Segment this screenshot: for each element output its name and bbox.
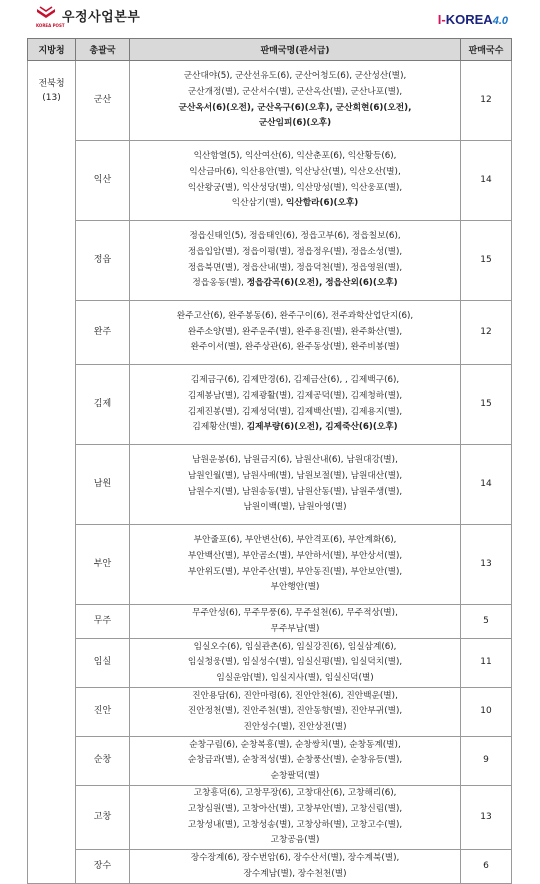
sales-offices-cell: [130, 221, 461, 301]
office-list-segment: 장수계남(별), 장수천천(별): [243, 868, 347, 879]
office-list-segment: 장수장계(6), 장수번암(6), 장수산서(별), 장수계북(별),: [190, 852, 400, 863]
office-list-segment: 무주안성(6), 무주무풍(6), 무주설천(6), 무주적상(별),: [192, 607, 398, 618]
office-list-segment: 완주이서(별), 완주상관(6), 완주동상(별), 완주비봉(별): [190, 342, 400, 353]
office-list-segment: 군산개정(별), 군산서수(별), 군산옥산(별), 군산나포(별),: [187, 86, 403, 97]
office-list-segment: 정읍입암(별), 정읍이평(별), 정읍정우(별), 정읍소성(별),: [187, 246, 403, 257]
brand-name: 우정사업본부: [62, 10, 141, 25]
table-row: [28, 639, 512, 688]
office-list-line: [132, 181, 458, 197]
office-list-segment: 익산함라(6)(오후): [285, 198, 359, 209]
office-count-cell: 5: [461, 605, 512, 639]
head-office-cell: 고창: [76, 786, 130, 850]
head-office-cell: 임실: [76, 639, 130, 688]
sales-offices-cell: [130, 445, 461, 525]
table-row: [28, 525, 512, 605]
office-list-segment: 부안백산(별), 부안곰소(별), 부안하서(별), 부안상서(별),: [187, 550, 403, 561]
office-count-cell: 13: [461, 525, 512, 605]
office-list-line: [132, 833, 458, 849]
office-list-line: [132, 580, 458, 596]
brand-sub: KOREA POST: [36, 23, 65, 28]
column-header-region: 지방청: [28, 39, 76, 61]
office-count-cell: 14: [461, 141, 512, 221]
office-list-line: [132, 500, 458, 516]
office-list-segment: 무주부남(별): [270, 623, 320, 634]
office-list-segment: 남원이백(별), 남원아영(별): [243, 502, 347, 513]
office-list-segment: 군산임피(6)(오후): [258, 118, 332, 129]
office-list-line: [132, 655, 458, 671]
office-list-line: [132, 565, 458, 581]
office-list-segment: 완주소양(별), 완주운주(별), 완주용진(별), 완주화산(별),: [187, 326, 403, 337]
office-list-line: [132, 867, 458, 883]
office-list-line: [132, 851, 458, 867]
office-list-line: [132, 818, 458, 834]
office-list-line: [132, 165, 458, 181]
office-list-line: [132, 453, 458, 469]
office-count-cell: 13: [461, 786, 512, 850]
office-list-line: [132, 116, 458, 132]
table-row: [28, 688, 512, 737]
head-office-cell: 장수: [76, 850, 130, 884]
office-list-segment: 정읍감곡(6)(오전), 정읍산외(6)(오후): [246, 278, 398, 289]
sales-offices-cell: [130, 605, 461, 639]
office-list-line: [132, 229, 458, 245]
office-list-segment: 정읍신태인(5), 정읍태인(6), 정읍고부(6), 정읍칠보(6),: [189, 231, 401, 242]
head-office-cell: 순창: [76, 737, 130, 786]
office-list-segment: 익산왕궁(별), 익산성당(별), 익산망성(별), 익산웅포(별),: [187, 182, 403, 193]
sales-offices-cell: [130, 141, 461, 221]
sales-offices-cell: [130, 737, 461, 786]
office-list-segment: 남원인월(별), 남원사매(별), 남원보절(별), 남원대산(별),: [187, 470, 403, 481]
office-list-segment: 순창금과(별), 순창적성(별), 순창풍산(별), 순창유등(별),: [187, 755, 403, 766]
office-list-line: [132, 149, 458, 165]
table-row: [28, 365, 512, 445]
office-list-line: [132, 738, 458, 754]
office-count-cell: 12: [461, 301, 512, 365]
region-count: (13): [42, 93, 61, 103]
column-header-office-count: 판매국수: [461, 39, 512, 61]
office-list-segment: 임실청웅(별), 임실성수(별), 임실신평(별), 임실덕치(별),: [187, 657, 403, 668]
office-list-segment: 고창흥덕(6), 고창무장(6), 고창대산(6), 고창해리(6),: [193, 788, 397, 799]
office-list-segment: 익산금마(6), 익산용안(별), 익산낭산(별), 익산오산(별),: [189, 166, 401, 177]
office-list-segment: 남원수지(별), 남원송동(별), 남원산동(별), 남원주생(별),: [187, 486, 403, 497]
head-office-cell: 무주: [76, 605, 130, 639]
table-row: [28, 221, 512, 301]
table-row: [28, 445, 512, 525]
office-list-line: [132, 261, 458, 277]
office-list-segment: 부안위도(별), 부안주산(별), 부안동진(별), 부안보안(별),: [187, 566, 403, 577]
i-korea-prefix: I-: [437, 12, 446, 27]
office-count-cell: 14: [461, 445, 512, 525]
office-count-cell: 12: [461, 61, 512, 141]
office-list-line: [132, 325, 458, 341]
table-header-row: [28, 39, 512, 61]
sales-offices-cell: [130, 786, 461, 850]
office-list-line: [132, 276, 458, 292]
office-list-segment: 부안행안(별): [270, 582, 320, 593]
sales-offices-cell: [130, 688, 461, 737]
office-list-line: [132, 69, 458, 85]
office-list-line: [132, 85, 458, 101]
head-office-cell: 정읍: [76, 221, 130, 301]
office-list-line: [132, 802, 458, 818]
sales-offices-cell: [130, 850, 461, 884]
i-korea-version: 4.0: [492, 15, 508, 27]
office-list-line: [132, 373, 458, 389]
office-list-line: [132, 309, 458, 325]
office-list-line: [132, 245, 458, 261]
table-row: [28, 850, 512, 884]
table-row: [28, 737, 512, 786]
sales-offices-cell: [130, 61, 461, 141]
office-list-segment: 김제봉남(별), 김제광활(별), 김제공덕(별), 김제청하(별),: [187, 390, 403, 401]
table-body: [28, 61, 512, 884]
office-count-cell: 15: [461, 365, 512, 445]
i-korea-logo: [438, 12, 508, 27]
office-list-segment: 순창구림(6), 순창복흥(별), 순창쌍치(별), 순창동계(별),: [189, 739, 401, 750]
column-header-head-office: 총괄국: [76, 39, 130, 61]
office-count-cell: 15: [461, 221, 512, 301]
office-list-segment: 김제금구(6), 김제만경(6), 김제금산(6), , 김제백구(6),: [190, 375, 400, 386]
column-header-sales-offices: 판매국명(관서급): [130, 39, 461, 61]
office-list-line: [132, 533, 458, 549]
office-list-line: [132, 101, 458, 117]
sales-offices-cell: [130, 301, 461, 365]
office-list-segment: 임실오수(6), 임실관촌(6), 임실강진(6), 임실삼계(6),: [193, 641, 397, 652]
sales-offices-cell: [130, 525, 461, 605]
office-list-line: [132, 640, 458, 656]
head-office-cell: 익산: [76, 141, 130, 221]
office-list-segment: 진안정천(별), 진안주천(별), 진안동향(별), 진안부귀(별),: [187, 706, 403, 717]
office-list-line: [132, 606, 458, 622]
sales-offices-cell: [130, 365, 461, 445]
sales-office-table: [27, 38, 512, 884]
table-row: [28, 786, 512, 850]
head-office-cell: 완주: [76, 301, 130, 365]
office-list-line: [132, 720, 458, 736]
office-list-segment: 김제부량(6)(오전), 김제죽산(6)(오후): [246, 422, 398, 433]
office-list-segment: 임실운암(별), 임실지사(별), 임실신덕(별): [216, 672, 374, 683]
office-list-segment: 순창팔덕(별): [270, 770, 320, 781]
head-office-cell: 군산: [76, 61, 130, 141]
office-list-segment: 군산옥서(6)(오전), 군산옥구(6)(오후), 군산회현(6)(오전),: [178, 102, 412, 113]
office-list-segment: 완주고산(6), 완주봉동(6), 완주구이(6), 전주과학산업단지(6),: [176, 311, 414, 322]
office-list-segment: 진안성수(별), 진안상전(별): [243, 721, 347, 732]
i-korea-word: KOREA: [445, 12, 493, 27]
office-count-cell: 9: [461, 737, 512, 786]
office-list-segment: 진안용담(6), 진안마령(6), 진안안천(6), 진안백운(별),: [192, 690, 398, 701]
office-list-segment: 고창공음(별): [270, 835, 320, 846]
office-list-line: [132, 704, 458, 720]
head-office-cell: 김제: [76, 365, 130, 445]
office-list-line: [132, 549, 458, 565]
region-name: 전북청: [38, 79, 65, 89]
office-count-cell: 10: [461, 688, 512, 737]
table-row: [28, 301, 512, 365]
table-row: [28, 61, 512, 141]
office-list-line: [132, 689, 458, 705]
office-list-line: [132, 405, 458, 421]
office-list-segment: 익산삼기(별),: [231, 198, 286, 209]
office-list-line: [132, 769, 458, 785]
office-list-segment: 부안줄포(6), 부안변산(6), 부안격포(6), 부안계화(6),: [193, 535, 397, 546]
office-list-segment: 군산대야(5), 군산선유도(6), 군산어청도(6), 군산성산(별),: [183, 71, 407, 82]
office-list-segment: 고창심원(별), 고창아산(별), 고창부안(별), 고창신림(별),: [187, 803, 403, 814]
page-header: [0, 0, 540, 36]
office-list-line: [132, 671, 458, 687]
office-list-line: [132, 485, 458, 501]
office-list-segment: 남원운봉(6), 남원금지(6), 남원산내(6), 남원대강(별),: [192, 455, 398, 466]
office-list-line: [132, 340, 458, 356]
office-list-segment: 정읍옹동(별),: [192, 278, 247, 289]
region-cell: [28, 61, 76, 884]
office-list-segment: 정읍북면(별), 정읍산내(별), 정읍덕천(별), 정읍영원(별),: [187, 262, 403, 273]
office-list-line: [132, 420, 458, 436]
office-list-line: [132, 753, 458, 769]
office-list-line: [132, 622, 458, 638]
office-list-line: [132, 786, 458, 802]
table-row: [28, 605, 512, 639]
office-count-cell: 11: [461, 639, 512, 688]
head-office-cell: 진안: [76, 688, 130, 737]
office-list-segment: 익산함열(5), 익산여산(6), 익산춘포(6), 익산황등(6),: [193, 151, 397, 162]
office-list-line: [132, 196, 458, 212]
office-count-cell: 6: [461, 850, 512, 884]
office-list-line: [132, 469, 458, 485]
office-list-segment: 김제진봉(별), 김제성덕(별), 김제백산(별), 김제용지(별),: [187, 406, 403, 417]
korea-post-emblem-icon: [36, 6, 56, 22]
office-list-line: [132, 389, 458, 405]
table-row: [28, 141, 512, 221]
office-list-segment: 고창성내(별), 고창성송(별), 고창상하(별), 고창고수(별),: [187, 819, 403, 830]
sales-offices-cell: [130, 639, 461, 688]
head-office-cell: 부안: [76, 525, 130, 605]
office-list-segment: 김제황산(별),: [192, 422, 247, 433]
head-office-cell: 남원: [76, 445, 130, 525]
